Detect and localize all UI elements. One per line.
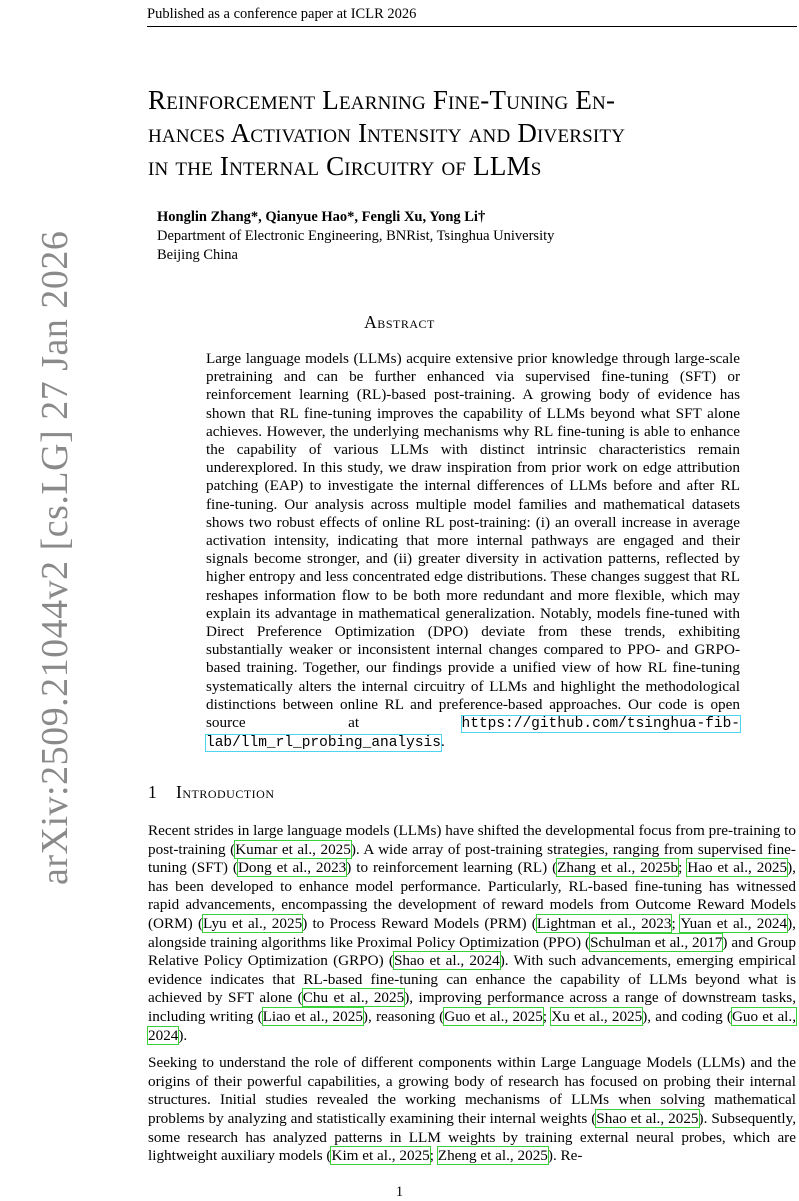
citation-link[interactable]: Xu et al., 2025 xyxy=(551,1007,643,1025)
citation-link[interactable]: Lyu et al., 2025 xyxy=(203,914,303,932)
paragraph-text: Seeking to understand the role of different components within Large Language Models (LLMs) and the origins of their powerful capabilities, a growing body of research has focused on probing their internal structures. Initial studies revealed the working mechanisms of LLMs when solving mathematical problems by analyzing and statistically examining their internal weights ( xyxy=(148,1054,796,1127)
citation-link[interactable]: Guo et al., 2025 xyxy=(444,1007,543,1025)
citation-link[interactable]: Guo et al., 2024 xyxy=(148,1007,796,1044)
paper-title xyxy=(148,84,794,183)
author-names: Honglin Zhang*, Qianyue Hao*, Fengli Xu, Yong Li† xyxy=(157,209,486,225)
code-url-link[interactable]: https://github.com/tsinghua-fib-lab/llm_rl_probing_analysis xyxy=(206,716,740,752)
paragraph-text: ), has been developed to enhance model performance. Particularly, RL-based fine-tuning has witnessed rapid advancements, encompassing the development of reward models from Outcome Reward Models (ORM) ( xyxy=(148,859,796,932)
author-block xyxy=(157,208,554,265)
citation-link[interactable]: Chu et al., 2025 xyxy=(302,989,405,1007)
header-rule xyxy=(147,26,797,27)
paragraph-text: ; xyxy=(671,914,681,932)
section-heading xyxy=(148,782,275,803)
paragraph-text: ). xyxy=(178,1026,188,1044)
arxiv-sidebar-id: arXiv:2509.21044v2 [cs.LG] 27 Jan 2026 xyxy=(34,230,76,885)
abstract-text-end: . xyxy=(440,733,445,751)
paragraph xyxy=(148,822,796,1045)
paragraph-text: ) to reinforcement learning (RL) ( xyxy=(346,859,558,877)
paragraph-text: ), reasoning ( xyxy=(362,1007,445,1025)
section-number: 1 xyxy=(148,782,158,802)
citation-link[interactable]: Zhang et al., 2025b xyxy=(557,859,679,877)
abstract-heading: Abstract xyxy=(364,312,435,332)
citation-link[interactable]: Yuan et al., 2024 xyxy=(680,914,788,932)
paragraph-text: ; xyxy=(542,1007,552,1025)
paragraph-text: ; xyxy=(429,1147,438,1165)
citation-link[interactable]: Schulman et al., 2017 xyxy=(590,933,723,951)
paragraph-text: ). Re- xyxy=(547,1147,583,1165)
abstract-body xyxy=(206,350,740,752)
citation-link[interactable]: Liao et al., 2025 xyxy=(262,1007,363,1025)
page-number: 1 xyxy=(395,1184,404,1200)
affiliation: Department of Electronic Engineering, BNRist, Tsinghua University xyxy=(157,228,555,244)
paragraph-text: ) to Process Reward Models (PRM) ( xyxy=(302,914,537,932)
title-line: in the Internal Circuitry of LLMs xyxy=(148,151,542,181)
citation-link[interactable]: Lightman et al., 2023 xyxy=(536,914,672,932)
citation-link[interactable]: Kumar et al., 2025 xyxy=(235,840,351,858)
running-head: Published as a conference paper at ICLR 2026 xyxy=(147,6,417,22)
paragraph-text: ), alongside training algorithms like Proximal Policy Optimization (PPO) ( xyxy=(148,914,796,951)
citation-link[interactable]: Dong et al., 2023 xyxy=(237,859,347,877)
citation-link[interactable]: Kim et al., 2025 xyxy=(331,1147,430,1165)
paragraph-text: ). Subsequently, some research has analyzed patterns in LLM weights by training external neural probes, which are lightweight auxiliary models ( xyxy=(148,1109,797,1165)
abstract-text: Large language models (LLMs) acquire extensive prior knowledge through large-scale pretraining and can be further enhanced via supervised fine-tuning (SFT) or reinforcement learning (RL)-based post-training. A growing body of evidence has shown that RL fine-tuning improves the capability of LLMs beyond what SFT alone achieves. However, the underlying mechanisms why RL fine-tuning is able to enhance the capability of various LLMs with distinct intrinsic characteristics remain underexplored. In this study, we draw inspiration from prior work on edge attribution patching (EAP) to investigate the internal differences of LLMs before and after RL fine-tuning. Our analysis across multiple model families and mathematical datasets shows two robust effects of online RL post-training: (i) an overall increase in average activation intensity, indicating that more internal pathways are engaged and their signals become stronger, and (ii) greater diversity in activation patterns, reflected by higher entropy and less concentrated edge distributions. These changes suggest that RL reshapes information flow to be both more redundant and more flexible, which may explain its advantage in mathematical generalization. Notably, models fine-tuned with Direct Preference Optimization (DPO) deviate from these trends, exhibiting substantially weaker or inconsistent internal changes compared to PPO- and GRPO-based training. Together, our findings provide a unified view of how RL fine-tuning systematically alters the internal circuitry of LLMs and highlight the methodological distinctions between online RL and preference-based approaches. Our code is open source at xyxy=(206,350,740,732)
citation-link[interactable]: Zheng et al., 2025 xyxy=(437,1147,548,1165)
paragraph-text: ) and Group Relative Policy Optimization (GRPO) ( xyxy=(148,933,796,970)
introduction-body xyxy=(148,822,796,1175)
citation-link[interactable]: Shao et al., 2024 xyxy=(393,952,500,970)
title-line: hances Activation Intensity and Diversity xyxy=(148,118,626,148)
paragraph-text: ). With such advancements, emerging empirical evidence indicates that RL-based fine-tuning can enhance the capability of LLMs beyond what is achieved by SFT alone ( xyxy=(148,952,796,1007)
citation-link[interactable]: Hao et al., 2025 xyxy=(687,859,788,877)
citation-link[interactable]: Shao et al., 2025 xyxy=(596,1109,699,1127)
location: Beijing China xyxy=(157,247,238,263)
paragraph-text: Recent strides in large language models (LLMs) have shifted the developmental focus from pre-training to post-training ( xyxy=(148,822,796,858)
paragraph-text: ), and coding ( xyxy=(642,1007,732,1025)
paragraph-text: ). A wide array of post-training strategies, ranging from supervised fine-tuning (SFT) ( xyxy=(148,840,796,877)
section-title: Introduction xyxy=(176,782,275,802)
paragraph-text: ; xyxy=(678,859,688,877)
title-line: Reinforcement Learning Fine-Tuning En- xyxy=(148,85,616,115)
paragraph xyxy=(148,1054,796,1166)
paragraph-text: ), improving performance across a range of downstream tasks, including writing ( xyxy=(148,989,796,1025)
